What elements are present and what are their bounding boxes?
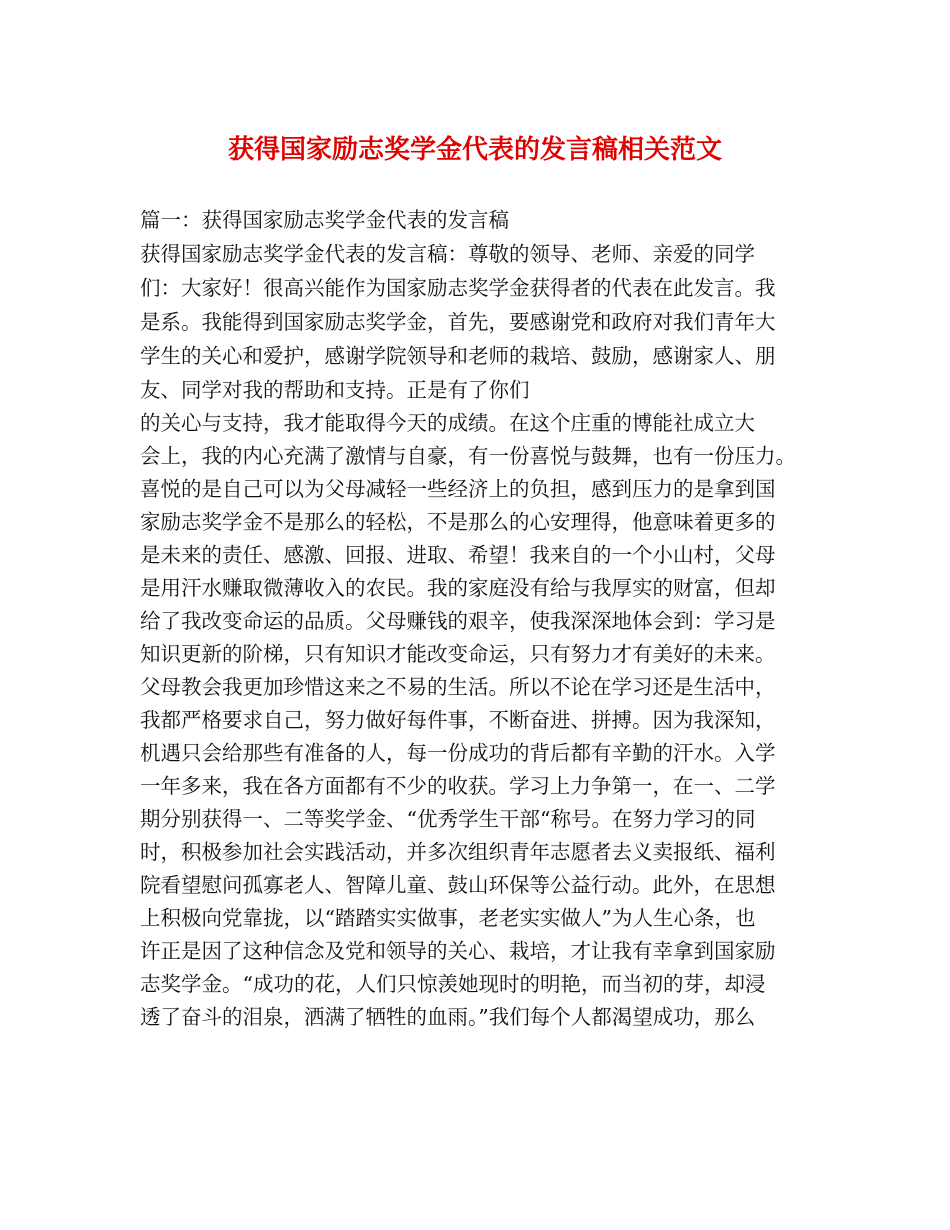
text-line: 透了奋斗的泪泉，洒满了牺牲的血雨。”我们每个人都渴望成功，那么 xyxy=(140,1005,756,1029)
text-line: 许正是因了这种信念及党和领导的关心、栽培，才让我有幸拿到国家励 xyxy=(140,939,776,963)
text-line: 一年多来，我在各方面都有不少的收获。学习上力争第一，在一、二学 xyxy=(140,774,776,798)
text-line: 会上，我的内心充满了激情与自豪，有一份喜悦与鼓舞，也有一份压力。 xyxy=(140,444,796,468)
text-line: 时，积极参加社会实践活动，并多次组织青年志愿者去义卖报纸、福利 xyxy=(140,840,776,864)
text-line: 们：大家好！很高兴能作为国家励志奖学金获得者的代表在此发言。我 xyxy=(140,276,776,300)
text-line: 获得国家励志奖学金代表的发言稿：尊敬的领导、老师、亲爱的同学 xyxy=(140,242,755,266)
text-line: 是用汗水赚取微薄收入的农民。我的家庭没有给与我厚实的财富，但却 xyxy=(140,576,776,600)
text-line: 的关心与支持，我才能取得今天的成绩。在这个庄重的博能社成立大 xyxy=(140,411,755,435)
text-line: 院看望慰问孤寡老人、智障儿童、鼓山环保等公益行动。此外，在思想 xyxy=(140,873,776,897)
text-line: 我都严格要求自己，努力做好每件事，不断奋进、拼搏。因为我深知， xyxy=(140,708,776,732)
text-line: 机遇只会给那些有准备的人，每一份成功的背后都有辛勤的汗水。入学 xyxy=(140,741,776,765)
text-line: 篇一：获得国家励志奖学金代表的发言稿 xyxy=(140,208,509,232)
text-line: 是未来的责任、感激、回报、进取、希望！我来自的一个小山村，父母 xyxy=(140,543,776,567)
text-line: 喜悦的是自己可以为父母减轻一些经济上的负担，感到压力的是拿到国 xyxy=(140,477,776,501)
text-line: 上积极向党靠拢，以“踏踏实实做事，老老实实做人”为人生心条，也 xyxy=(140,906,756,930)
document-title: 获得国家励志奖学金代表的发言稿相关范文 xyxy=(227,135,722,165)
text-line: 是系。我能得到国家励志奖学金，首先，要感谢党和政府对我们青年大 xyxy=(140,310,776,334)
text-line: 父母教会我更加珍惜这来之不易的生活。所以不论在学习还是生活中， xyxy=(140,675,776,699)
text-line: 期分别获得一、二等奖学金、“优秀学生干部“称号。在努力学习的同 xyxy=(140,807,756,831)
text-line: 志奖学金。“成功的花，人们只惊羡她现时的明艳，而当初的芽，却浸 xyxy=(140,972,766,996)
text-line: 家励志奖学金不是那么的轻松，不是那么的心安理得，他意味着更多的 xyxy=(140,510,776,534)
text-line: 学生的关心和爱护，感谢学院领导和老师的栽培、鼓励，感谢家人、朋 xyxy=(140,344,776,368)
text-line: 给了我改变命运的品质。父母赚钱的艰辛，使我深深地体会到：学习是 xyxy=(140,609,776,633)
text-line: 友、同学对我的帮助和支持。正是有了你们 xyxy=(140,378,530,402)
text-line: 知识更新的阶梯，只有知识才能改变命运，只有努力才有美好的未来。 xyxy=(140,642,776,666)
